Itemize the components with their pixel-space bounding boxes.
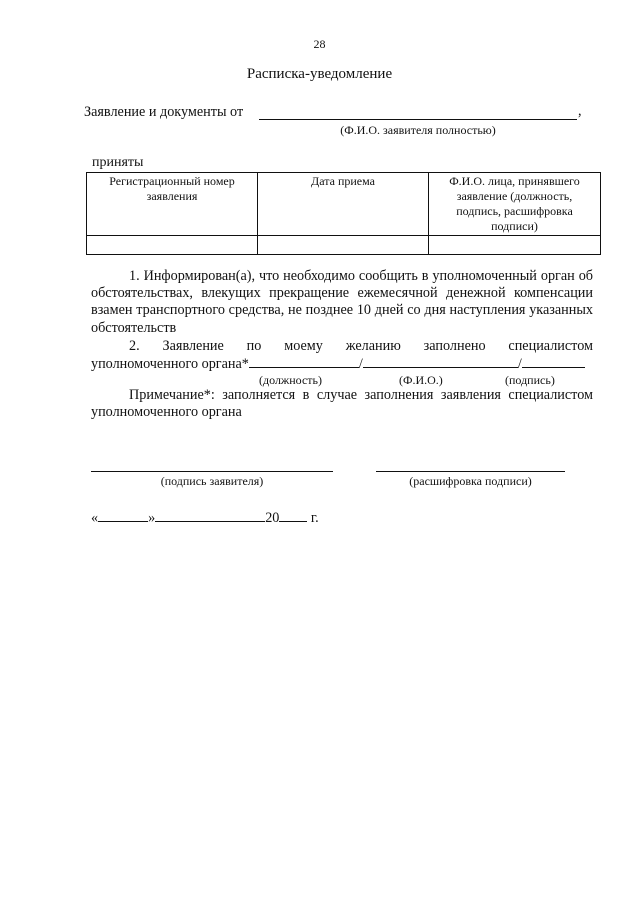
applicant-signature-field[interactable]	[91, 470, 333, 472]
specialist-name-field[interactable]	[363, 355, 518, 368]
caption-signature: (подпись)	[505, 373, 555, 387]
specialist-signature-field[interactable]	[522, 355, 585, 368]
caption-position: (должность)	[259, 373, 322, 387]
page-number: 28	[313, 37, 326, 51]
date-year-field[interactable]	[279, 509, 307, 522]
date-suffix: г.	[310, 510, 319, 526]
document-title: Расписка-уведомление	[246, 66, 393, 82]
paragraph-informed	[91, 268, 593, 337]
applicant-name-field[interactable]	[259, 107, 577, 120]
date-day-field[interactable]	[98, 509, 148, 522]
paragraph2-line1: 2. Заявление по моему желанию заполнено специалистом	[129, 338, 593, 354]
paragraph2-line2-text: уполномоченного органа*	[91, 356, 249, 373]
registration-table	[86, 172, 601, 255]
table-header-row	[87, 173, 601, 236]
date-year-prefix: 20	[265, 510, 280, 526]
paragraph2-line2: уполномоченного органа* / /	[91, 355, 593, 373]
table-cell-recipient[interactable]	[429, 236, 601, 255]
table-header-date: Дата приема	[258, 173, 429, 236]
paragraph-note	[91, 387, 593, 421]
caption-name: (Ф.И.О.)	[399, 373, 443, 387]
date-line	[91, 509, 319, 527]
applicant-signature-caption: (подпись заявителя)	[160, 474, 264, 488]
signature-transcript-field[interactable]	[376, 470, 565, 472]
date-month-field[interactable]	[155, 509, 265, 522]
date-close-quote: »	[148, 510, 156, 526]
table-row	[87, 236, 601, 255]
signature-transcript-caption: (расшифровка подписи)	[409, 474, 532, 488]
paragraph-filled-by-specialist	[91, 338, 593, 373]
date-open-quote: «	[91, 510, 99, 526]
table-cell-date[interactable]	[258, 236, 429, 255]
statement-label: Заявление и документы от	[84, 104, 244, 120]
table-cell-reg-number[interactable]	[87, 236, 258, 255]
paragraph-informed-text: 1. Информирован(а), что необходимо сообщить в уполномоченный орган об обстоятельствах, влекущих прекращение ежемесячной денежной компенсации взамен транспортного средства, не позднее 10 дней со дня наступления указанных обстоятельств	[91, 268, 593, 336]
accepted-label: приняты	[92, 155, 144, 170]
specialist-position-field[interactable]	[249, 355, 359, 368]
applicant-name-caption: (Ф.И.О. заявителя полностью)	[340, 123, 496, 137]
paragraph-note-text: Примечание*: заполняется в случае заполнения заявления специалистом уполномоченного органа	[91, 387, 593, 421]
statement-comma: ,	[578, 103, 582, 119]
table-header-reg-number: Регистрационный номер заявления	[87, 173, 258, 236]
table-header-recipient: Ф.И.О. лица, принявшего заявление (должность, подпись, расшифровка подписи)	[429, 173, 601, 236]
